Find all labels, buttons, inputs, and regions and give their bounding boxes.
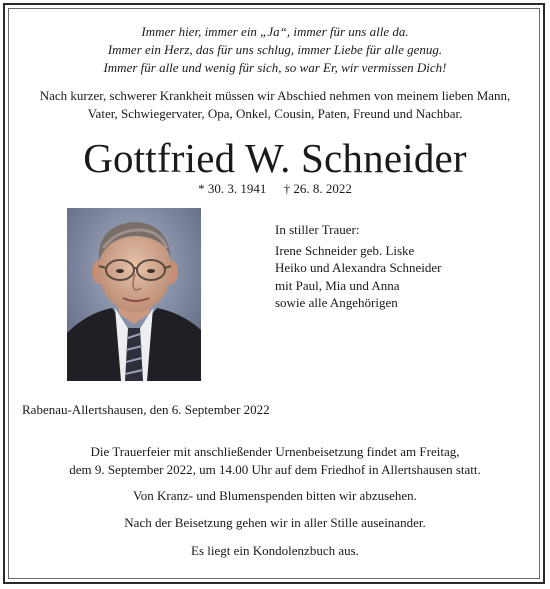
portrait-photo [67,208,201,381]
intro-text [0,87,550,123]
death-date: † 26. 8. 2022 [283,181,352,196]
mourners-block [275,221,441,312]
place-date: Rabenau-Allertshausen, den 6. September 2022 [22,402,270,417]
poem [0,23,550,77]
ceremony-line: dem 9. September 2022, um 14.00 Uhr auf dem Friedhof in Allertshausen statt. [69,462,481,477]
life-dates [0,181,550,197]
ceremony-line: Die Trauerfeier mit anschließender Urnenbeisetzung findet am Freitag, [90,444,460,459]
flowers-notice: Von Kranz- und Blumenspenden bitten wir abzusehen. [133,488,417,503]
poem-line: Immer ein Herz, das für uns schlug, immer Liebe für alle genug. [107,42,443,57]
mourner-line: Heiko und Alexandra Schneider [275,260,442,275]
deceased-name: Gottfried W. Schneider [83,135,467,181]
intro-line: Nach kurzer, schwerer Krankheit müssen wir Abschied nehmen von meinem lieben Mann, [39,88,511,103]
condolence-notice: Es liegt ein Kondolenzbuch aus. [191,543,359,558]
birth-date: * 30. 3. 1941 [198,181,267,196]
mourner-line: Irene Schneider geb. Liske [275,242,415,258]
mourner-line: mit Paul, Mia und Anna [275,277,400,293]
ceremony-notice [0,443,550,479]
intro-line: Vater, Schwiegervater, Opa, Onkel, Cousin, Paten, Freund und Nachbar. [87,106,463,121]
mourner-line: sowie alle Angehörigen [275,295,398,310]
poem-line: Immer für alle und wenig für sich, so war Er, wir vermissen Dich! [103,60,447,75]
burial-notice: Nach der Beisetzung gehen wir in aller Stille auseinander. [124,515,426,530]
mourners-heading: In stiller Trauer: [275,222,360,237]
poem-line: Immer hier, immer ein „Ja“, immer für uns alle da. [141,24,409,39]
